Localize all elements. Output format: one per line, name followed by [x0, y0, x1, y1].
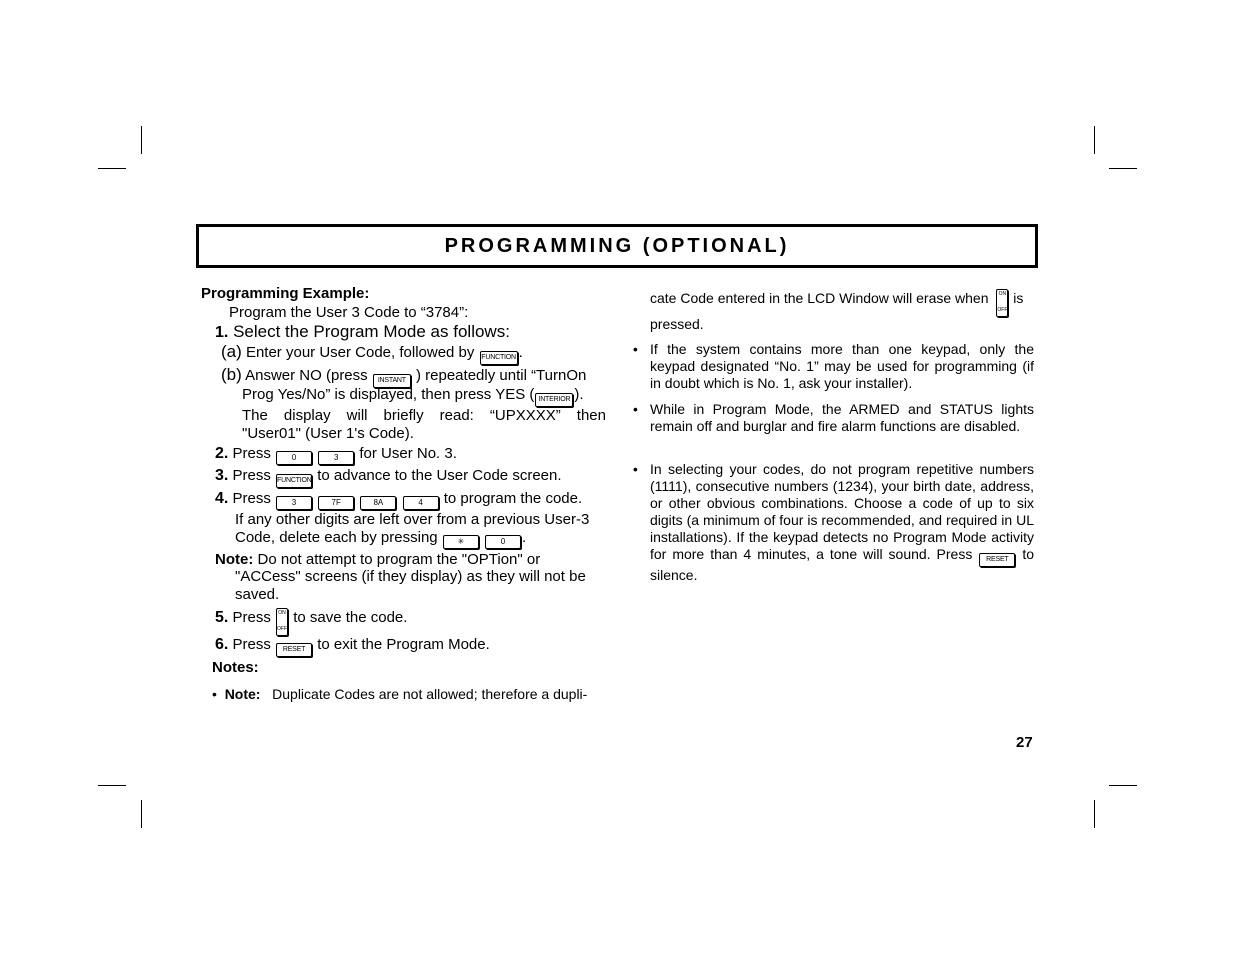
step-text: to save the code.: [293, 609, 408, 626]
function-key-icon: FUNCTION: [480, 351, 518, 365]
crop-mark: [1094, 800, 1095, 828]
step-4: [215, 490, 582, 510]
step-4-line2: If any other digits are left over from a previous User-3: [235, 511, 590, 528]
step-1b: [221, 365, 607, 388]
step-number: 3.: [215, 467, 229, 484]
step-text: to exit the Program Mode.: [317, 636, 490, 653]
crop-mark: [1109, 785, 1137, 786]
example-subheading: Program the User 3 Code to “3784”:: [229, 304, 469, 321]
continued-text: cate Code entered in the LCD Window will erase when: [650, 290, 989, 306]
step-number: 6.: [215, 636, 229, 653]
crop-mark: [98, 168, 126, 169]
substep-label: (b): [221, 365, 242, 384]
bullet-note: [212, 686, 587, 702]
step-text: Press: [232, 490, 271, 507]
punct: .: [518, 344, 523, 361]
function-key-icon: FUNCTION: [276, 474, 312, 488]
interior-key-icon: INTERIOR: [535, 393, 573, 407]
bullet-icon: •: [633, 341, 638, 357]
example-heading: Programming Example:: [201, 285, 370, 302]
note-text: Duplicate Codes are not allowed; therefore a dupli-: [272, 686, 588, 702]
step-text: to advance to the User Code screen.: [317, 467, 562, 484]
key-0-icon: 0: [276, 451, 312, 465]
note-text: Do not attempt to program the "OPTion" or: [257, 551, 541, 568]
step-text: for User No. 3.: [359, 445, 457, 462]
notes-heading: Notes:: [212, 659, 259, 676]
step-text: Code, delete each by pressing: [235, 529, 438, 546]
note-line2: "ACCess" screens (if they display) as they will not be: [235, 568, 586, 585]
crop-mark: [1094, 126, 1095, 154]
note-line3: saved.: [235, 586, 280, 603]
bullet-icon: •: [633, 401, 638, 417]
note: [215, 551, 540, 568]
key-3-icon: 3: [276, 496, 312, 510]
punct: .: [521, 529, 527, 546]
reset-key-icon: RESET: [276, 643, 312, 657]
key-off-label: OFF: [997, 307, 1008, 313]
step-text: Press: [232, 636, 271, 653]
step-5: [215, 608, 407, 636]
on-off-key-icon: [996, 289, 1008, 317]
key-0-icon: 0: [485, 535, 521, 549]
key-on-label: ON: [278, 610, 286, 616]
continued-line1: [650, 289, 1023, 317]
step-2: [215, 445, 457, 465]
step-1b-line4: "User01" (User 1's Code).: [242, 425, 414, 442]
step-number: 1.: [215, 324, 229, 341]
crop-mark: [141, 126, 142, 154]
step-4-line3: [235, 529, 526, 549]
page-title: PROGRAMMING (OPTIONAL): [444, 234, 790, 257]
step-text: Press: [232, 609, 271, 626]
crop-mark: [98, 785, 126, 786]
key-8-icon: 8A: [360, 496, 396, 510]
star-key-icon: ✳: [443, 535, 479, 549]
step-number: 5.: [215, 609, 229, 626]
step-3: [215, 467, 562, 488]
step-text: Press: [232, 445, 271, 462]
step-text: Select the Program Mode as follows:: [233, 322, 510, 341]
continued-line2: pressed.: [650, 316, 704, 332]
substep-text: ).: [574, 386, 584, 403]
reset-key-icon: RESET: [979, 553, 1015, 567]
bullet-3-end: to silence.: [650, 546, 1035, 583]
step-1b-line2: [242, 386, 584, 407]
bullet-3-text: In selecting your codes, do not program repetitive numbers (1111), consecutive numbers (1234), your birth date, address, or other obvious combinations. Choose a code of up to six digits (a minimum of four is recommended, and required in UL installations). If the keypad detects no Program Mode activity for more than 4 minutes, a tone will sound. Press: [650, 461, 1034, 562]
substep-text: Enter your User Code, followed by: [245, 344, 475, 361]
key-4-icon: 4: [403, 496, 439, 510]
page-title-box: [196, 224, 1038, 268]
step-number: 2.: [215, 445, 229, 462]
step-text: Press: [232, 467, 271, 484]
bullet-2-text: While in Program Mode, the ARMED and STATUS lights remain off and burglar and fire alarm functions are disabled.: [650, 401, 1034, 434]
note-label: Note:: [224, 686, 261, 702]
instant-key-icon: INSTANT: [373, 374, 411, 388]
bullet-icon: •: [212, 686, 217, 702]
substep-label: (a): [221, 342, 242, 361]
substep-text: Answer NO (press: [245, 367, 368, 384]
key-off-label: OFF: [277, 626, 288, 632]
step-1a: [221, 342, 523, 365]
key-3-icon: 3: [318, 451, 354, 465]
key-on-label: ON: [998, 291, 1007, 297]
continued-text: is: [1013, 290, 1024, 306]
crop-mark: [1109, 168, 1137, 169]
step-1: [215, 322, 510, 342]
step-1b-line3: The display will briefly read: “UPXXXX” then: [242, 407, 606, 424]
step-6: [215, 636, 490, 657]
step-number: 4.: [215, 490, 229, 507]
key-7-icon: 7F: [318, 496, 354, 510]
bullet-icon: •: [633, 461, 638, 477]
note-label: Note:: [215, 551, 254, 568]
on-off-key-icon: [276, 608, 288, 636]
bullet-1-text: If the system contains more than one keypad, only the keypad designated “No. 1” may be used for programming (if in doubt which is No. 1, ask your installer).: [650, 341, 1034, 391]
step-text: to program the code.: [443, 490, 583, 507]
page-number: 27: [1016, 734, 1033, 751]
bullet-3: [650, 461, 1034, 584]
substep-text: Prog Yes/No” is displayed, then press YES (: [242, 386, 535, 403]
crop-mark: [141, 800, 142, 828]
substep-text: ) repeatedly until “TurnOn: [416, 367, 587, 384]
